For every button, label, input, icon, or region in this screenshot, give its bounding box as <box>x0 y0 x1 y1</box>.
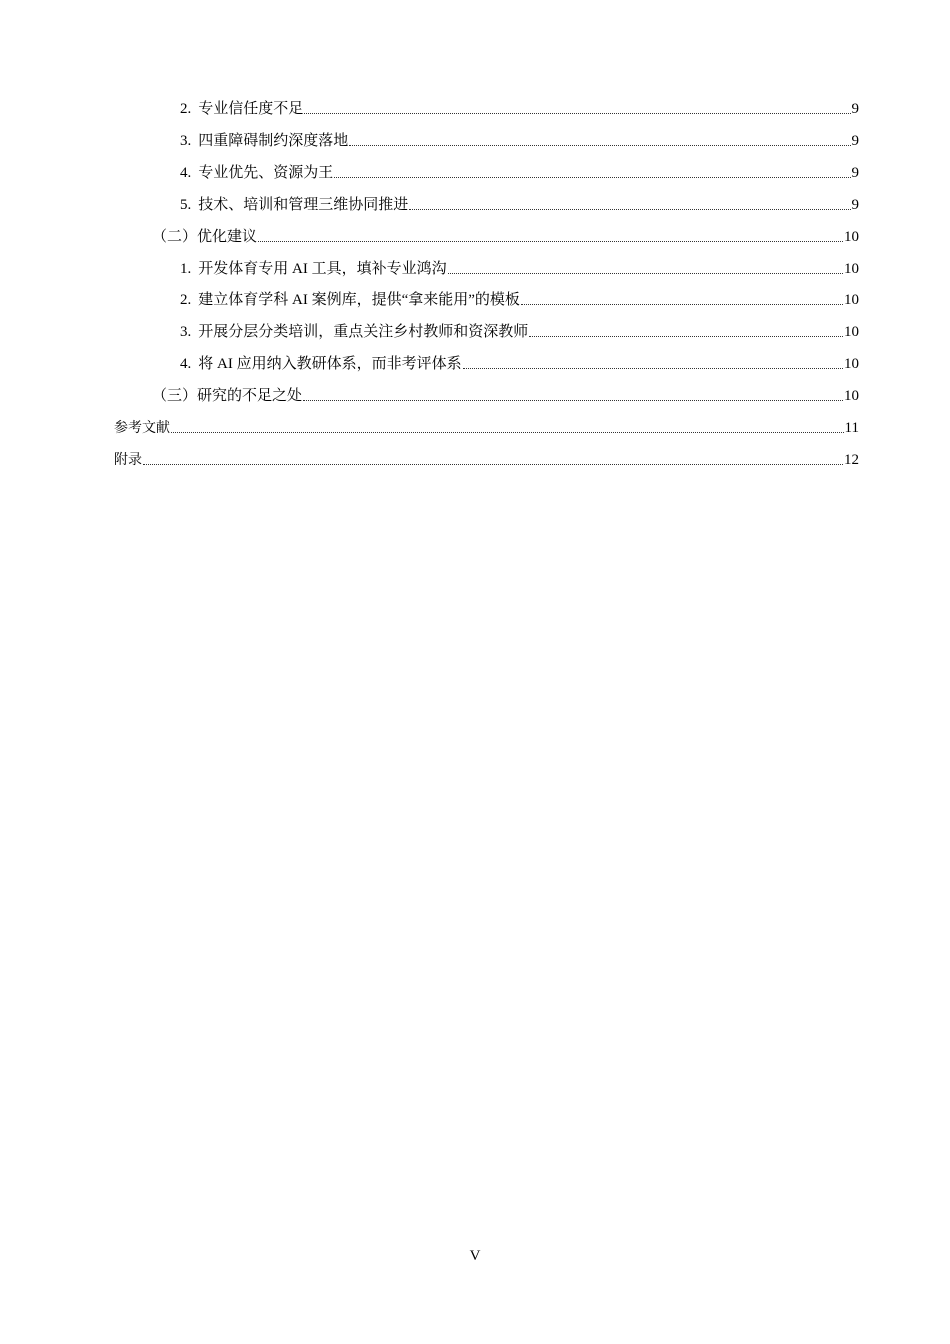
toc-entry-title: 四重障碍制约深度落地 <box>198 133 349 149</box>
toc-entry[interactable] <box>152 383 859 405</box>
toc-entry-number: 3. <box>180 133 192 149</box>
toc-entry-page: 12 <box>844 452 859 468</box>
toc-entry[interactable] <box>180 128 859 150</box>
toc-entry-page: 10 <box>844 324 859 340</box>
dot-leader <box>304 113 850 114</box>
toc-entry-title: 建立体育学科 AI 案例库，提供“拿来能用”的模板 <box>198 292 520 308</box>
toc-entry-number: 5. <box>180 197 192 213</box>
toc-entry-page: 9 <box>851 197 859 213</box>
dot-leader <box>409 209 850 210</box>
toc-entry[interactable] <box>180 351 859 373</box>
toc-entry-title: 开展分层分类培训，重点关注乡村教师和资深教师 <box>198 324 529 340</box>
toc-entry[interactable] <box>180 287 859 309</box>
dot-leader <box>521 304 843 305</box>
toc-entry-title: 将 AI 应用纳入教研体系，而非考评体系 <box>198 356 462 372</box>
toc-entry[interactable] <box>180 160 859 182</box>
toc-entry-title: 开发体育专用 AI 工具，填补专业鸿沟 <box>198 261 447 277</box>
toc-entry[interactable] <box>180 192 859 214</box>
toc-entry[interactable] <box>114 415 859 437</box>
toc-entry-page: 11 <box>844 420 859 436</box>
toc-entry-number: 3. <box>180 324 192 340</box>
toc-entry-number: 2. <box>180 292 192 308</box>
toc-entry-page: 10 <box>844 292 859 308</box>
page-number: V <box>469 1248 481 1264</box>
toc-entry[interactable] <box>180 319 859 341</box>
toc-entry-page: 9 <box>851 133 859 149</box>
dot-leader <box>258 241 843 242</box>
toc-entry[interactable] <box>180 256 859 278</box>
toc-entry-page: 9 <box>851 165 859 181</box>
dot-leader <box>349 145 850 146</box>
toc-entry[interactable] <box>180 96 859 118</box>
dot-leader <box>463 368 843 369</box>
toc-entry-page: 10 <box>844 261 859 277</box>
toc-entry-page: 10 <box>844 356 859 372</box>
toc-entry-page: 10 <box>844 229 859 245</box>
toc-entry-title: 参考文献 <box>114 420 170 436</box>
dot-leader <box>303 400 843 401</box>
dot-leader <box>529 336 843 337</box>
toc-entry-page: 10 <box>844 388 859 404</box>
dot-leader <box>448 273 843 274</box>
toc-entry-title: 专业优先、资源为王 <box>198 165 334 181</box>
toc-entry-number: 4. <box>180 356 192 372</box>
toc-entry[interactable] <box>114 447 859 469</box>
toc-entry-title: （三）研究的不足之处 <box>152 388 303 404</box>
toc-entry-page: 9 <box>851 101 859 117</box>
toc-entry-title: 附录 <box>114 452 142 468</box>
toc-entry-number: 1. <box>180 261 192 277</box>
toc-entry-number: 2. <box>180 101 192 117</box>
toc-entry[interactable] <box>152 224 859 246</box>
toc-entry-number: 4. <box>180 165 192 181</box>
toc-entry-title: 技术、培训和管理三维协同推进 <box>198 197 409 213</box>
dot-leader <box>334 177 850 178</box>
toc-entry-title: 专业信任度不足 <box>198 101 304 117</box>
dot-leader <box>171 432 844 433</box>
toc-entry-title: （二）优化建议 <box>152 229 258 245</box>
dot-leader <box>143 464 843 465</box>
